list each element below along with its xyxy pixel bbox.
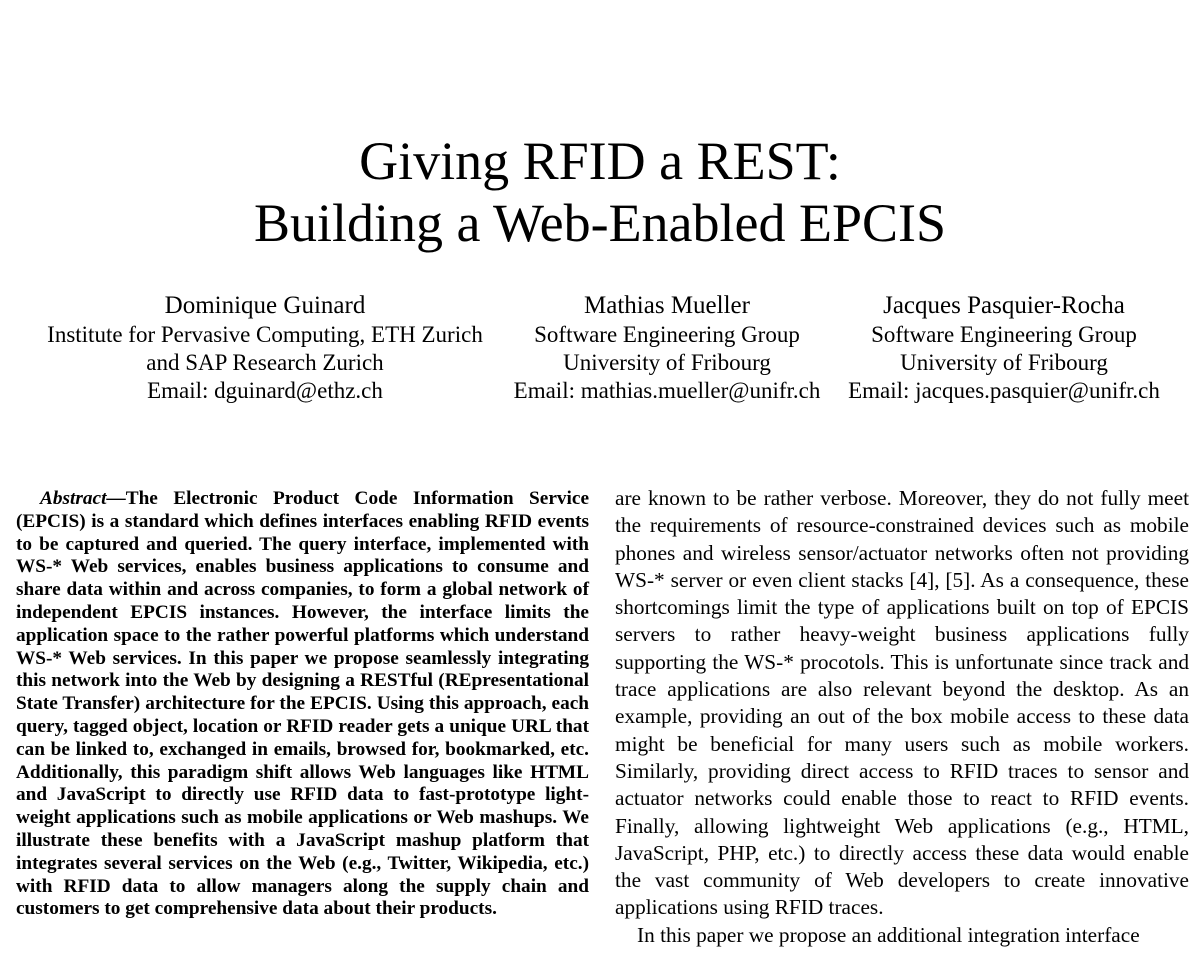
author-affiliation: Software Engineering Group	[871, 322, 1137, 347]
author-name: Mathias Mueller	[584, 292, 750, 319]
author-affiliation: University of Fribourg	[563, 350, 771, 375]
author-block-guinard	[45, 291, 485, 405]
abstract-text: The Electronic Product Code Information Service (EPCIS) is a standard which defines interfaces enabling RFID events to be captured and queried. The query interface, implemented with WS-* Web services, enables business applications to consume and share data within and across companies, to form a global network of independent EPCIS instances. However, the interface limits the application space to the rather powerful platforms which understand WS-* Web services. In this paper we propose seamlessly integrating this network into the Web by designing a RESTful (REpresentational State Transfer) architecture for the EPCIS. Using this approach, each query, tagged object, location or RFID reader gets a unique URL that can be linked to, exchanged in emails, browsed for, bookmarked, etc. Additionally, this paradigm shift allows Web languages like HTML and JavaScript to directly use RFID data to fast-prototype light-weight applications such as mobile applications or Web mashups. We illustrate these benefits with a JavaScript mashup platform that integrates several services on the Web (e.g., Twitter, Wikipedia, etc.) with RFID data to allow managers along the supply chain and customers to get comprehensive data about their products.	[16, 488, 589, 920]
author-affiliation: Software Engineering Group	[534, 322, 800, 347]
author-name: Jacques Pasquier-Rocha	[883, 292, 1125, 319]
author-email: Email: jacques.pasquier@unifr.ch	[848, 378, 1160, 403]
abstract-label: Abstract	[40, 488, 107, 509]
body-column-right	[615, 485, 1189, 968]
author-email: Email: mathias.mueller@unifr.ch	[513, 378, 821, 403]
author-affiliation: and SAP Research Zurich	[146, 350, 384, 375]
abstract-dash: —	[106, 488, 126, 509]
author-affiliation: Institute for Pervasive Computing, ETH Zurich	[47, 322, 483, 347]
paper-title	[0, 130, 1200, 254]
author-email: Email: dguinard@ethz.ch	[147, 378, 383, 403]
abstract-paragraph	[16, 488, 589, 921]
body-paragraph-1: are known to be rather verbose. Moreover, they do not fully meet the requirements of resource-constrained devices such as mobile phones and wireless sensor/actuator networks often not providing WS-* server or even client stacks [4], [5]. As a consequence, these shortcomings limit the type of applications built on top of EPCIS servers to rather heavy-weight business applications fully supporting the WS-* procotols. This is unfortunate since track and trace applications are also relevant beyond the desktop. As an example, providing an out of the box mobile access to these data might be beneficial for many users such as mobile workers. Similarly, providing direct access to RFID traces to sensor and actuator networks could enable those to react to RFID events. Finally, allowing lightweight Web applications (e.g., HTML, JavaScript, PHP, etc.) to directly access these data would enable the vast community of Web developers to create innovative applications using RFID traces.	[615, 486, 1189, 920]
body-paragraph-2: In this paper we propose an additional integration interface	[637, 922, 1140, 947]
title-line-1: Giving RFID a REST:	[359, 131, 841, 191]
author-block-mueller	[512, 291, 822, 405]
author-affiliation: University of Fribourg	[900, 350, 1108, 375]
title-line-2: Building a Web-Enabled EPCIS	[253, 193, 947, 253]
abstract	[16, 488, 589, 921]
author-block-pasquier-rocha	[846, 291, 1162, 405]
author-name: Dominique Guinard	[164, 292, 366, 319]
